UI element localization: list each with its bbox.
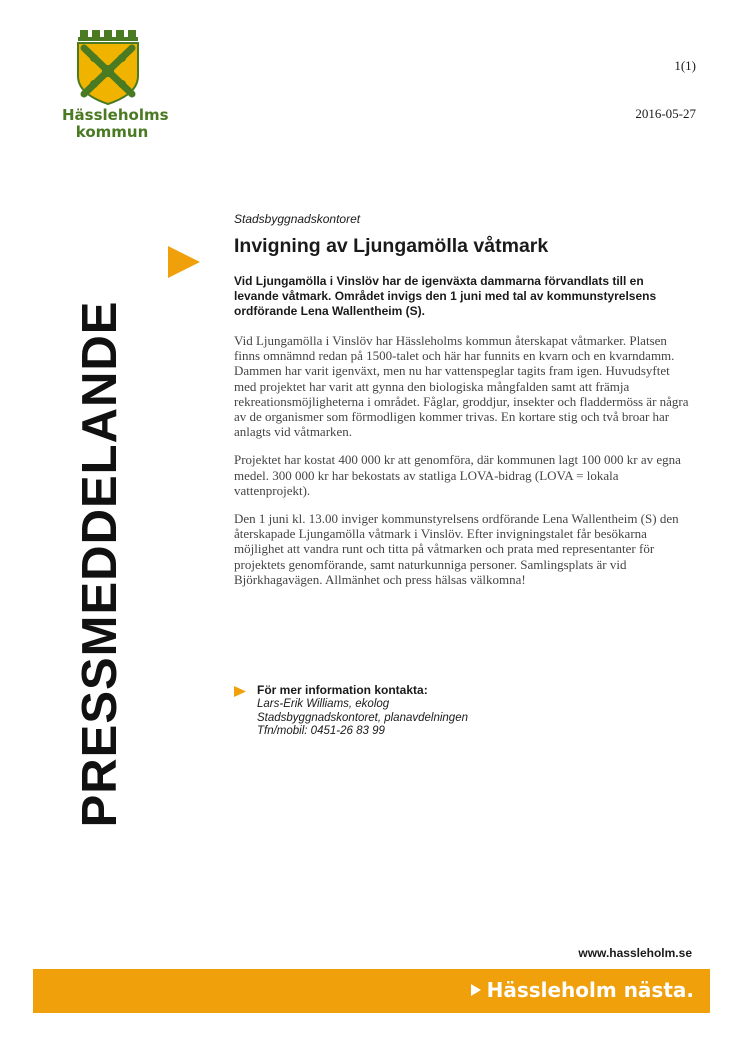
coat-of-arms-icon — [72, 28, 152, 106]
slogan-text: Hässleholm nästa. — [486, 978, 694, 1002]
page-number: 1(1) — [674, 58, 696, 73]
website-link[interactable]: www.hassleholm.se — [578, 946, 692, 960]
body-paragraph: Den 1 juni kl. 13.00 inviger kommunstyrelsens ordförande Lena Wallentheim (S) den återskapade Ljungamölla våtmark i Vinslöv. Efter invigningstalet får besökarna möjlighet att vandra runt och titta på våtmarken och prata med representanter för projektets genomförande, samt naturkunniga personer. Samlingsplats är vid Björkhagavägen. Allmänhet och press hälsas välkomna! — [234, 511, 679, 587]
document-date: 2016-05-27 — [635, 106, 696, 121]
contact-block — [234, 683, 634, 739]
footer-bar — [33, 969, 710, 1013]
contact-department: Stadsbyggnadskontoret, planavdelningen — [257, 711, 468, 724]
logo-name-line2: kommun — [75, 123, 149, 141]
contact-name: Lars-Erik Williams, ekolog — [257, 698, 390, 710]
white-triangle-arrow-icon — [471, 984, 481, 996]
press-release-side-label — [73, 240, 127, 888]
municipality-logo — [62, 28, 169, 141]
side-label-text: PRESSMEDDELANDE — [73, 300, 127, 828]
logo-name-line1: Hässleholms — [62, 106, 169, 124]
contact-title: För mer information kontakta: — [257, 683, 428, 697]
contact-phone: Tfn/mobil: 0451-26 83 99 — [257, 725, 385, 737]
body-paragraph: Projektet har kostat 400 000 kr att genomföra, där kommunen lagt 100 000 kr av egna medel. 300 000 kr har bekostats av statliga LOVA-bidrag (LOVA = lokala vattenprojekt). — [234, 452, 681, 498]
headline: Invigning av Ljungamölla våtmark — [234, 235, 549, 257]
lead-paragraph: Vid Ljungamölla i Vinslöv har de igenväxta dammarna förvandlats till en levande våtmark. Området invigs den 1 juni med tal av kommunstyrelsens ordförande Lena Wallentheim (S). — [234, 274, 657, 318]
body-paragraph: Vid Ljungamölla i Vinslöv har Hässleholms kommun återskapat våtmarker. Platsen finns omnämnd redan på 1500-talet och här har funnits en kvarn och en kvarndamm. Dammen har varit igenväxt, men nu har vattenspeglar tagits fram igen. Huvudsyftet med projektet har varit att gynna den biologiska mångfalden samt att främja rekreationsmöjligheterna i området. Fåglar, groddjur, insekter och fladdermöss är några av de organismer som förmodligen kommer trivas. En kortare stig och två broar har anlagts vid våtmarken. — [234, 333, 689, 440]
article — [234, 212, 690, 600]
department-label: Stadsbyggnadskontoret — [234, 212, 361, 226]
slogan — [471, 978, 694, 1002]
small-triangle-arrow-icon — [234, 686, 246, 697]
triangle-arrow-icon — [166, 244, 202, 280]
